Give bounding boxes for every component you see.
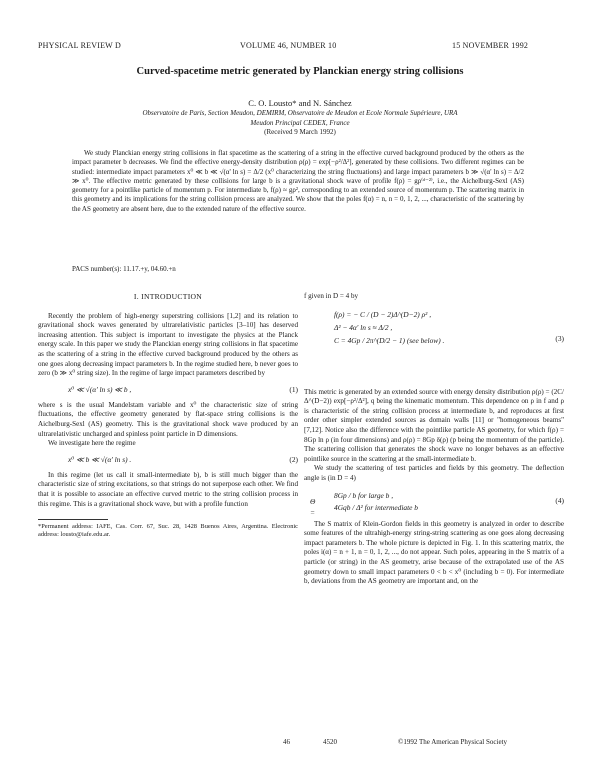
body-paragraph: f given in D = 4 by	[304, 292, 359, 300]
volume-number: VOLUME 46, NUMBER 10	[240, 41, 337, 50]
affiliation-line: Observatoire de Paris, Section Meudon, DEMIRM, Observatoire de Meudon et Ecole Normale Supérieure, URA	[142, 109, 458, 117]
page-number: 4520	[323, 738, 337, 746]
affiliation-line: Meudon Principal CEDEX, France	[250, 118, 350, 127]
footnote: *Permanent address: IAFE, Cas. Corr. 67, Suc. 28, 1428 Buenos Aires, Argentina. Electronic address: lousto@iafe.edu.ar.	[38, 523, 298, 539]
received-date: (Received 9 March 1992)	[264, 128, 336, 136]
body-paragraph: Recently the problem of high-energy superstring collisions [1,2] and its relation to gravitational shock waves generated by ultrarelativistic particles [3–10] has deserved increasing attention. This subject is important to investigate the physics at the Planck energy scale. In this paper we study the Planckian energy string collisions in flat spacetime as the scattering of a string in the effective curved background produced by the others as one goes along decreasing impact parameters b. In the regime studied here, b never goes to zero (b ≫ x⁰ string size). In the regime of large impact parameters described by	[38, 311, 298, 378]
body-paragraph: where s is the usual Mandelstam variable and x⁰ the characteristic size of string fluctuations, the effective geometry generated by flat-space string collisions is the Aichelburg-Sexl (AS) geometry. This is the gravitational shock wave produced by an ultrarelativistic uncharged and spinless point particle in D dimensions.	[38, 400, 298, 438]
body-paragraph: We investigate here the regime	[48, 439, 136, 448]
equation-case-top: 8Gp / b for large b ,	[334, 490, 394, 500]
equation-3	[304, 306, 564, 384]
paper-title: Curved-spacetime metric generated by Planckian energy string collisions	[136, 66, 464, 77]
authors: C. O. Lousto* and N. Sánchez	[248, 98, 352, 108]
equation-number: (1)	[289, 384, 298, 394]
footnote-divider	[38, 519, 108, 520]
right-column	[304, 292, 564, 587]
copyright: ©1992 The American Physical Society	[398, 738, 508, 746]
equation-body: x⁰ ≪ b ≪ √(α' ln s) .	[68, 454, 132, 464]
equation-line: C = 4Gp / 2π^(D/2 − 1) (see below) .	[334, 335, 445, 345]
equation-line: f(ρ) = − C / (D − 2)Δ^(D−2) ρ² ,	[334, 309, 432, 319]
equation-body	[334, 308, 444, 347]
equation-1	[38, 383, 298, 397]
equation-line: Δ² − 4α' ln s ≈ Δ/2 ,	[334, 322, 393, 332]
equation-number: (2)	[289, 454, 298, 464]
equation-number: (4)	[555, 495, 564, 505]
equation-2	[38, 453, 298, 467]
left-column	[38, 292, 298, 539]
equation-lhs: Θ =	[310, 496, 316, 517]
body-paragraph: The S matrix of Klein-Gordon fields in this geometry is analyzed in order to describe some features of the ultrahigh-energy string-string scattering as one goes along decreasing impact parameters b. The whole picture is depicted in Fig. 1. In this scattering matrix, the poles i(α) = n + 1, n = 0, 1, 2, ..., do not appear. Such poles, appearing in the S matrix of a particle (or string) in the AS geometry, arise because of the extrapolated use of the AS geometry down to small impact parameters 0 < b < x⁰ (including b = 0). For intermediate b, deviations from the AS geometry are important and, on the	[304, 519, 564, 586]
body-paragraph: In this regime (let us call it small-intermediate b), b is still much bigger than the characteristic size of string excitations, so that strings do not superpose each other. We find that it is possible to associate an effective curved metric to the string collision process in this regime. This is a gravitational shock wave, but with a profile function	[38, 470, 298, 508]
equation-4	[304, 488, 564, 516]
affiliation	[60, 109, 540, 138]
section-heading: I. INTRODUCTION	[133, 292, 203, 301]
body-paragraph: We study the scattering of test particles and fields by this geometry. The deflection angle is (in D = 4)	[304, 464, 564, 482]
abstract-text: We study Planckian energy string collisions in flat spacetime as the scattering of a string in the effective curved background produced by the others as the impact parameter b decreases. We find the effective energy-density distribution ρ(ρ) = exp[−ρ²/Δ²], generated by these collisions. Two different regimes can be studied: intermediate impact parameters x⁰ ≪ b ≪ √(α' ln s) = Δ/2 (x⁰ characterizing the string fluctuations) and large impact parameters b ≫ √(α' ln s) = Δ/2 ≫ x⁰. The effective metric generated by these collisions for large b is a gravitational shock wave of profile f(ρ) = gρ⁽ᵈ⁻²⁾, i.e., the Aichelburg-Sexl (AS) geometry for a pointlike particle of momentum p. For intermediate b, f(ρ) ≈ gρ², corresponding to an extended source of momentum p. The scattering matrix in this geometry and its implications for the string collision process are analyzed. We show that the poles f(α) = n, n = 0, 1, 2, ..., characteristic of the scattering by the AS geometry are absent here, due to the extended nature of the effective source.	[72, 149, 524, 213]
journal-name: PHYSICAL REVIEW D	[38, 41, 121, 50]
equation-body: x⁰ ≪ √(α' ln s) ≪ b ,	[68, 384, 132, 394]
pacs-numbers: PACS number(s): 11.17.+y, 04.60.+n	[72, 265, 176, 273]
equation-case-bottom: 4Gqb / Δ² for intermediate b	[334, 502, 418, 512]
body-paragraph: This metric is generated by an extended source with energy density distribution ρ(ρ) = (2C/Δ^(D−2)) exp[−ρ²/Δ²], q being the kinematic momentum. This dependence on ρ in f and ρ is characteristic of the string collision process at intermediate b, and reproduces at first order other simpler extended sources as domain walls [11] or "homogeneous beams" [7,12]. Notice also the difference with the pointlike particle AS geometry, for which f(ρ) = 8Gp ln ρ (in four dimensions) and ρ(ρ) = 8Gp δ(ρ) (p being the momentum of the particle). The scattering collision that generates the shock wave no longer behaves as an effective pointlike source in the scattering at the small-intermediate b.	[304, 387, 564, 463]
abstract	[72, 149, 524, 214]
equation-number: (3)	[555, 333, 564, 343]
issue-date: 15 NOVEMBER 1992	[452, 41, 529, 50]
volume-page-marker: 46	[283, 738, 290, 746]
